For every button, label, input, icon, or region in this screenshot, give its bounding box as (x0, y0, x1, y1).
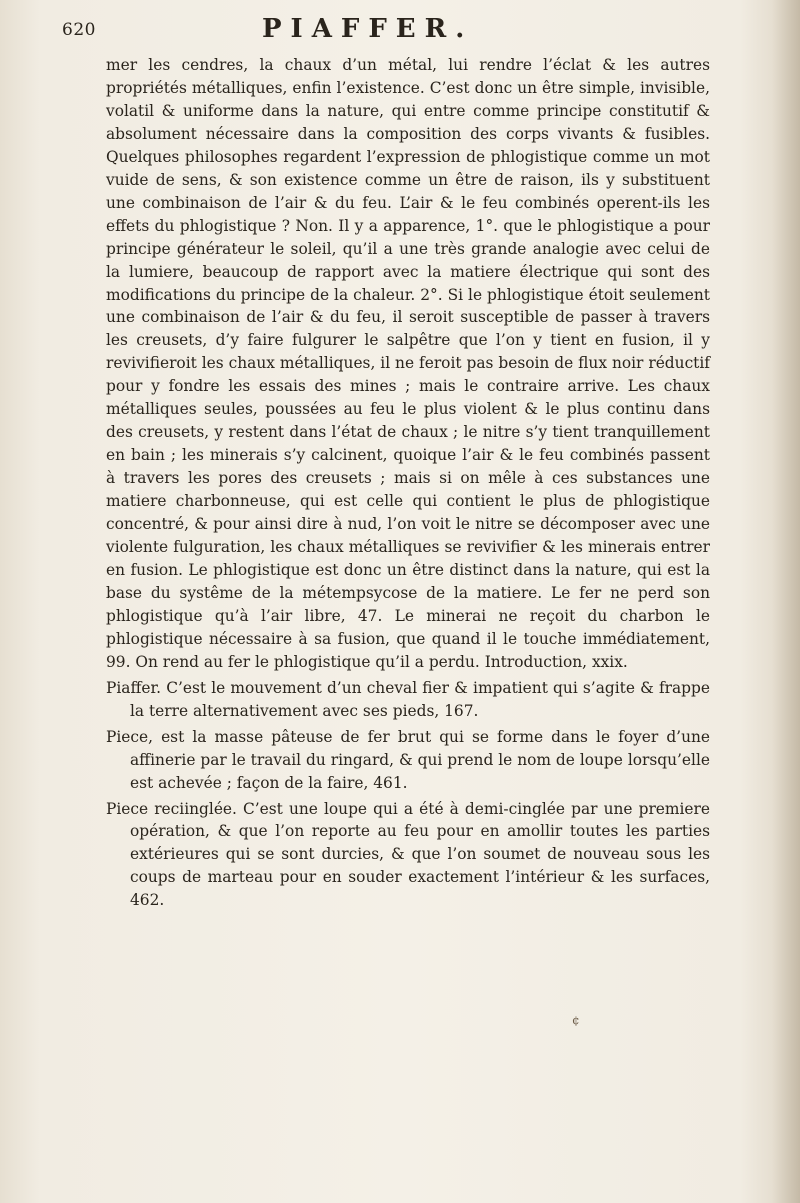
printer-mark: ¢ (572, 1013, 580, 1027)
page-body (106, 54, 710, 912)
entry-piece: Piece, est la masse pâteuse de fer brut qui se forme dans le foyer d’une affinerie par le travail du ringard, & qui prend le nom de loupe lorsqu’elle est achevée ; façon de la faire, 461. (106, 727, 710, 792)
running-head: PIAFFER. (262, 14, 474, 44)
page-edge-shadow (772, 0, 800, 1203)
page-header (62, 12, 702, 48)
paragraph-continuation: mer les cendres, la chaux d’un métal, lui rendre l’éclat & les autres propriétés métalliques, enfin l’existence. C’est donc un être simple, invisible, volatil & uniforme dans la nature, qui entre comme principe constitutif & absolument nécessaire dans la composition des corps vivants & fusibles. Quelques philosophes regardent l’expression de phlogistique comme un mot vuide de sens, & son existence comme un être de raison, ils y substituent une combinaison de l’air & du feu. L’air & le feu combinés operent-ils les effets du phlogistique ? Non. Il y a apparence, 1°. que le phlogistique a pour principe générateur le soleil, qu’il a une très grande analogie avec celui de la lumiere, beaucoup de rapport avec la matiere électrique qui sont des modifications du principe de la chaleur. 2°. Si le phlogistique étoit seulement une combinaison de l’air & du feu, il seroit susceptible de passer à travers les creusets, d’y faire fulgurer le salpêtre que l’on y tient en fusion, il y revivifieroit les chaux métalliques, il ne feroit pas besoin de flux noir réductif pour y fondre les essais des mines ; mais le contraire arrive. Les chaux métalliques seules, poussées au feu le plus violent & le plus continu dans des creusets, y restent dans l’état de chaux ; le nitre s’y tient tranquillement en bain ; les minerais s’y calcinent, quoique l’air & le feu combinés passent à travers les pores des creusets ; mais si on mêle à ces substances une matiere charbonneuse, qui est celle qui contient le plus de phlogistique concentré, & pour ainsi dire à nud, l’on voit le nitre se décomposer avec une violente fulguration, les chaux métalliques se revivifier & les minerais entrer en fusion. Le phlogistique est donc un être distinct dans la nature, qui est la base du systême de la métempsycose de la matiere. Le fer ne perd son phlogistique qu’à l’air libre, 47. Le minerai ne reçoit du charbon le phlogistique nécessaire à sa fusion, que quand il le touche immédiatement, 99. On rend au fer le phlogistique qu’il a perdu. Introduction, xxix. (106, 56, 710, 671)
entry-piaffer: Piaffer. C’est le mouvement d’un cheval fier & impatient qui s’agite & frappe la terre alternativement avec ses pieds, 167. (106, 678, 710, 720)
page-number: 620 (62, 20, 96, 40)
entry-piece-reciinglee: Piece reciinglée. C’est une loupe qui a été à demi-cinglée par une premiere opération, & que l’on reporte au feu pour en amollir toutes les parties extérieures qui se sont durcies, & que l’on soumet de nouveau sous les coups de marteau pour en souder exactement l’intérieur & les surfaces, 462. (106, 799, 710, 910)
